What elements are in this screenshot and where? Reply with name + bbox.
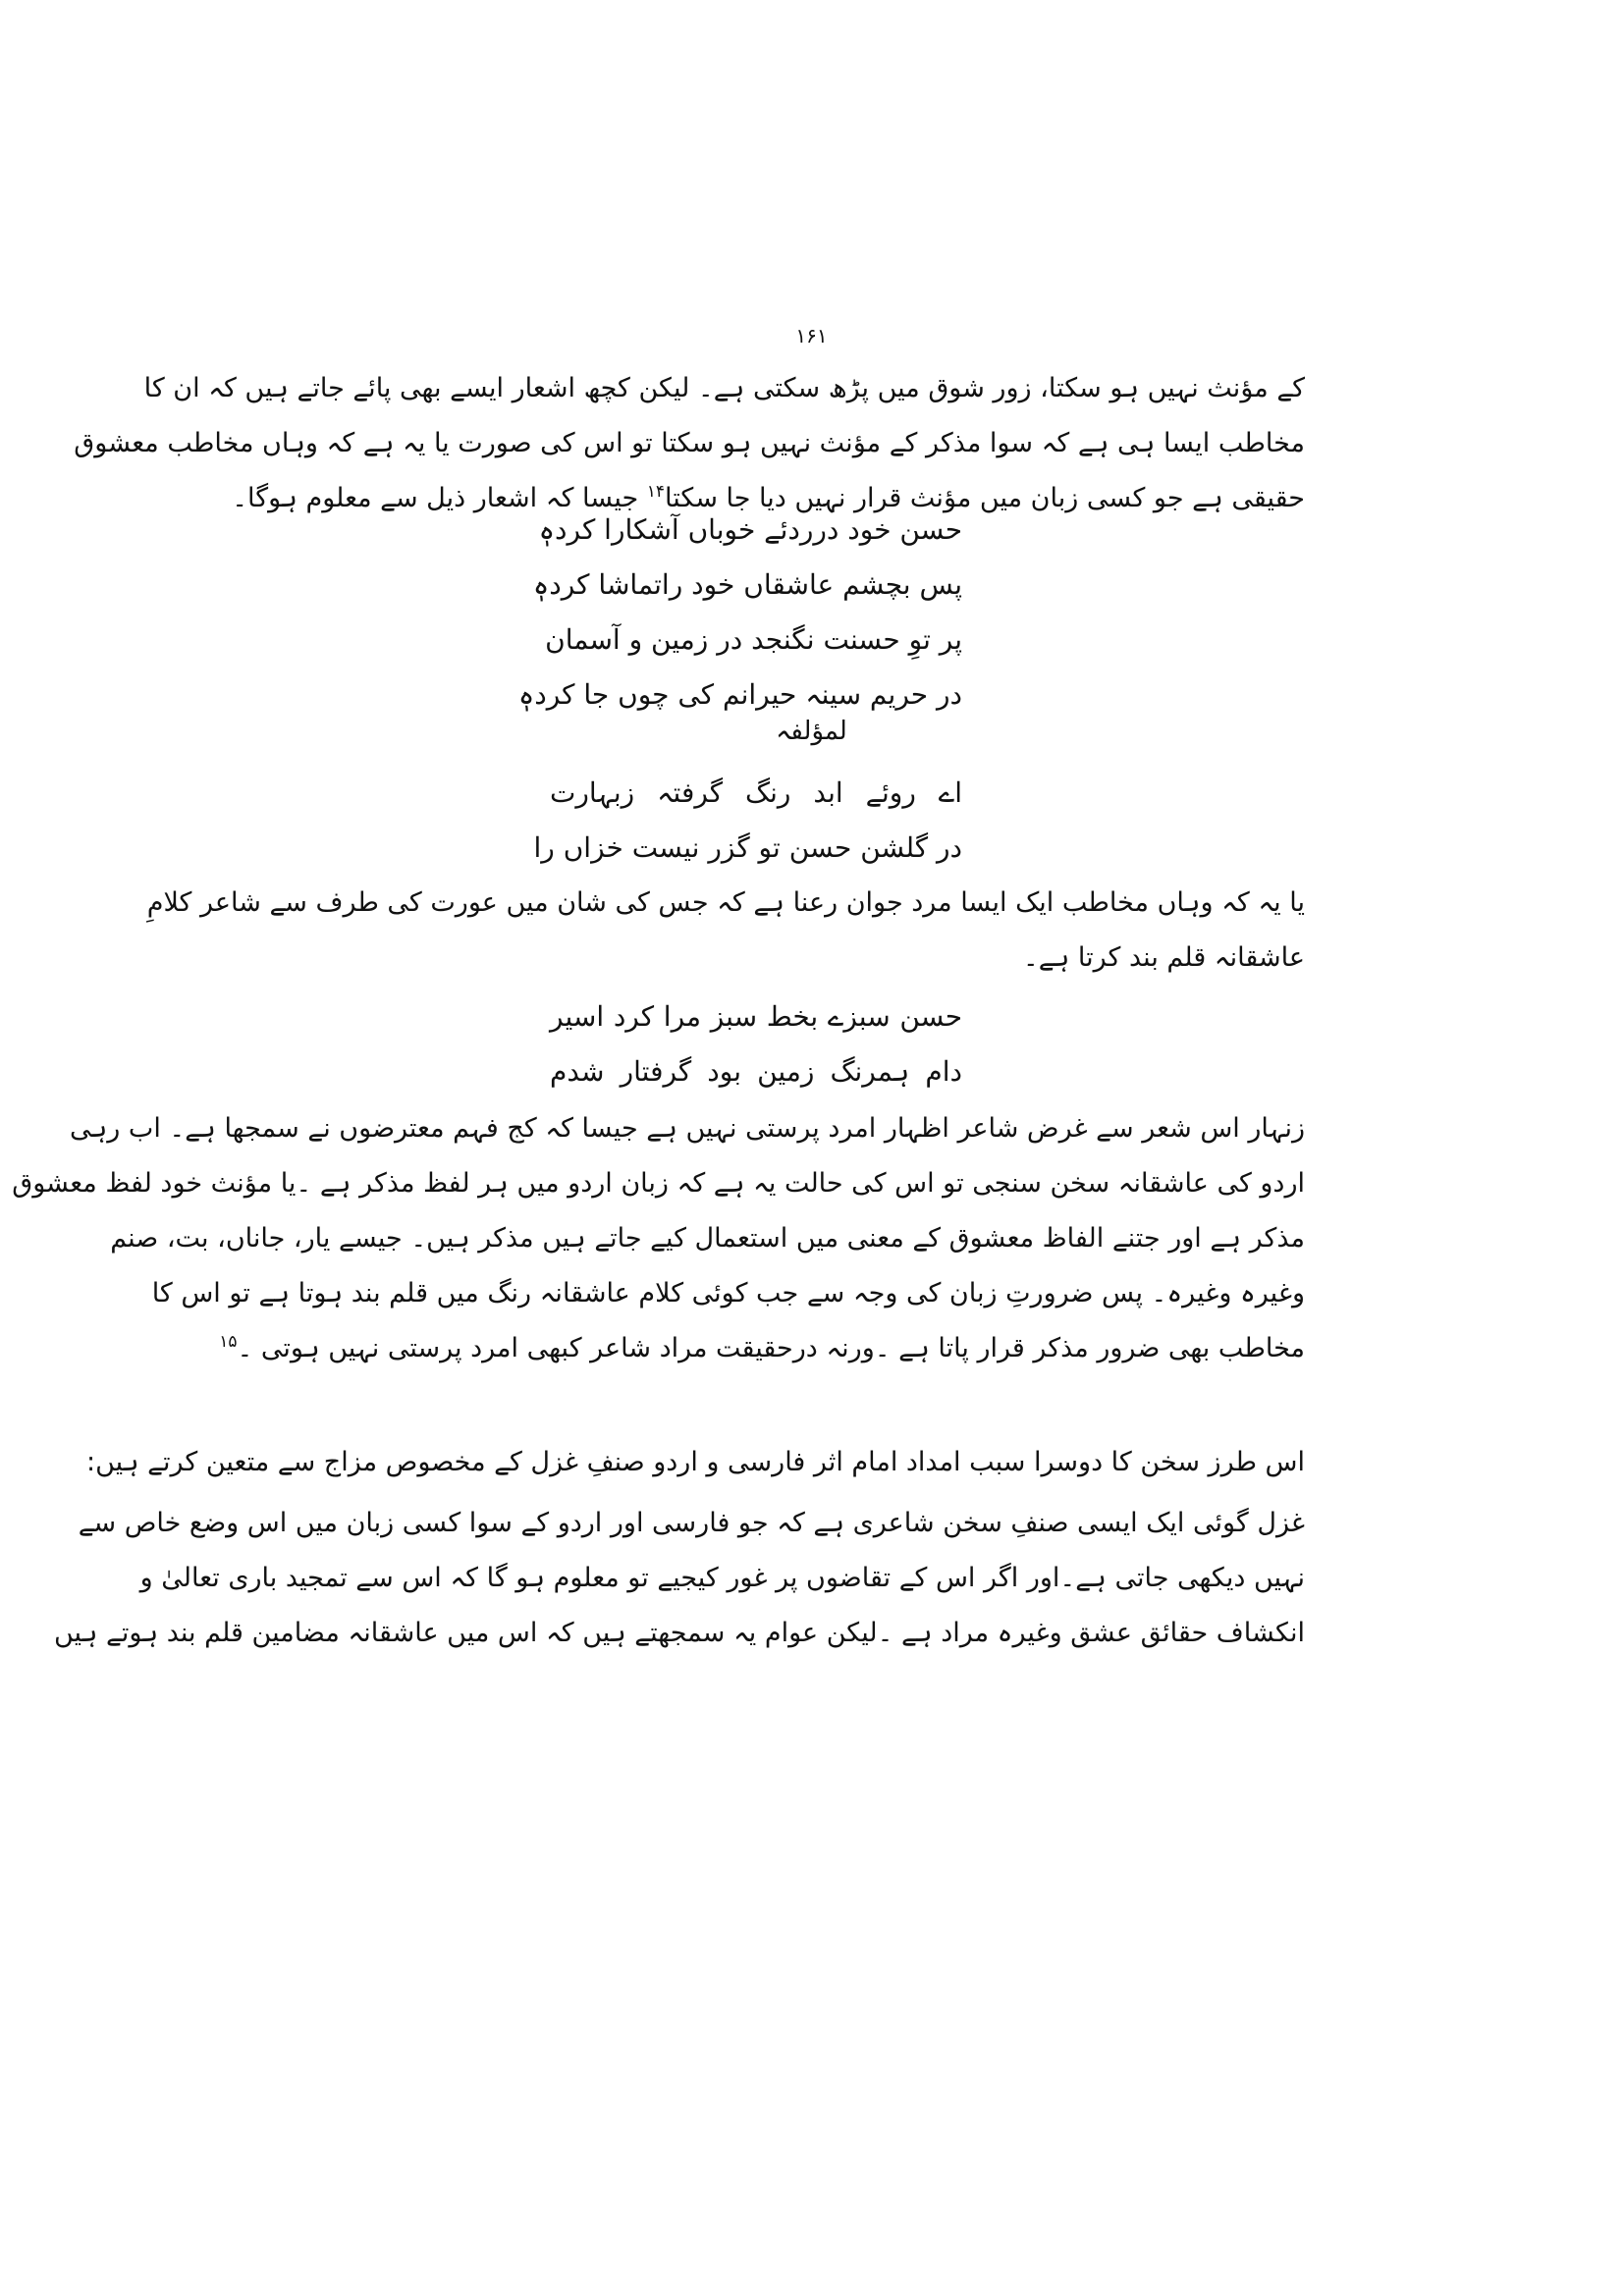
verse-line: پر توِ حسنت نگنجد در زمین و آسمان [545,623,962,656]
verse-block-3 [550,989,962,1099]
paragraph-line-with-footnote [219,1321,1305,1376]
paragraph-3 [12,1101,1305,1376]
verse-block-2 [533,766,962,876]
verse-line: دام ہمرنگ زمین بود گرفتار شدم [550,1055,962,1088]
paragraph-1 [74,361,1305,526]
footnote-ref-15: ۱۵ [219,1332,238,1352]
paragraph-line: انکشاف حقائق عشق وغیرہ مراد ہے ۔لیکن عوام یہ سمجھتے ہیں کہ اس میں عاشقانہ مضامین قلم بند ہوتے ہیں [53,1618,1305,1648]
verse-line: اے روئے ابد رنگ گرفتہ زبہارت [550,776,962,809]
verse-line: حسن سبزے بخط سبز مرا کرد اسیر [550,1000,962,1033]
paragraph-line: کے مؤنث نہیں ہو سکتا، زور شوق میں پڑھ سکتی ہے۔ لیکن کچھ اشعار ایسے بھی پائے جاتے ہیں کہ ان کا [143,373,1305,403]
section-intro-line: اس طرز سخن کا دوسرا سبب امداد امام اثر فارسی و اردو صنفِ غزل کے مخصوص مزاج سے متعین کرتے ہیں: [85,1447,1305,1477]
paragraph-line: یا یہ کہ وہاں مخاطب ایک ایسا مرد جوان رعنا ہے کہ جس کی شان میں عورت کی طرف سے شاعر کلامِ [146,887,1305,918]
paragraph-line: وغیرہ وغیرہ۔ پس ضرورتِ زبان کی وجہ سے جب کوئی کلام عاشقانہ رنگ میں قلم بند ہوتا ہے تو اس کا [151,1278,1305,1308]
page-number: ۱۶۱ [795,324,828,347]
verse-line: حسن خود درردئے خوباں آشکارا کردہٖ [538,513,962,546]
paragraph-4 [53,1496,1305,1661]
paragraph-line: مخاطب ایسا ہی ہے کہ سوا مذکر کے مؤنث نہیں ہو سکتا تو اس کی صورت یا یہ ہے کہ وہاں مخاطب معشوق [74,428,1305,458]
paragraph-2 [146,876,1305,986]
footnote-ref-14: ۱۴ [646,482,666,502]
verse-block-1 [517,503,962,722]
paragraph-line-text: حقیقی ہے جو کسی زبان میں مؤنث قرار نہیں دیا جا سکتا [665,483,1305,513]
paragraph-line: اردو کی عاشقانہ سخن سنجی تو اس کی حالت یہ ہے کہ زبان اردو میں ہر لفظ مذکر ہے ۔یا مؤنث خود لفظ معشوق [12,1168,1305,1199]
verse-line: پس بچشم عاشقاں خود راتماشا کردہٖ [532,568,962,601]
verse-attribution-label: لمؤلفہ [776,717,847,746]
paragraph-line: مذکر ہے اور جتنے الفاظ معشوق کے معنی میں استعمال کیے جاتے ہیں مذکر ہیں۔ جیسے یار، جاناں، بت، صنم [110,1223,1305,1254]
paragraph-line: عاشقانہ قلم بند کرتا ہے۔ [1022,942,1305,973]
paragraph-line: غزل گوئی ایک ایسی صنفِ سخن شاعری ہے کہ جو فارسی اور اردو کے سوا کسی زبان میں اس وضع خاص سے [78,1508,1305,1538]
paragraph-line-text: جیسا کہ اشعار ذیل سے معلوم ہوگا۔ [232,483,639,513]
verse-line: در گلشن حسن تو گزر نیست خزاں را [533,831,962,864]
paragraph-line-text: مخاطب بھی ضرور مذکر قرار پاتا ہے ۔ورنہ درحقیقت مراد شاعر کبھی امرد پرستی نہیں ہوتی ۔ [237,1333,1305,1363]
paragraph-line: نہیں دیکھی جاتی ہے۔اور اگر اس کے تقاضوں پر غور کیجیے تو معلوم ہو گا کہ اس سے تمجید باری تعالیٰ و [139,1563,1305,1593]
verse-line: در حریم سینہ حیرانم کی چوں جا کردہٖ [517,678,962,711]
paragraph-line: زنہار اس شعر سے غرض شاعر اظہار امرد پرستی نہیں ہے جیسا کہ کج فہم معترضوں نے سمجھا ہے۔ اب رہی [69,1113,1305,1144]
